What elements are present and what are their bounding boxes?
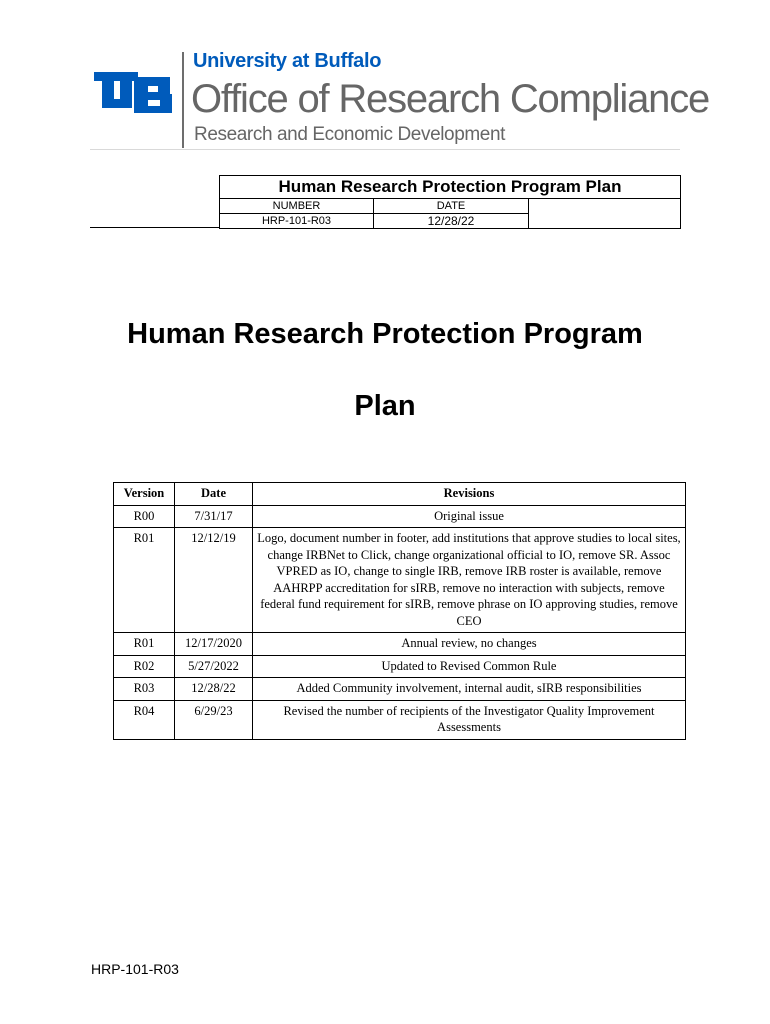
revisions-cell: Added Community involvement, internal audit, sIRB responsibilities xyxy=(253,678,686,701)
version-cell: R04 xyxy=(114,700,175,739)
header-empty-cell xyxy=(529,199,681,229)
document-date: 12/28/22 xyxy=(374,214,529,229)
version-cell: R02 xyxy=(114,655,175,678)
version-cell: R03 xyxy=(114,678,175,701)
revision-history-table xyxy=(113,482,686,740)
logo-divider xyxy=(182,52,184,148)
footer-document-number: HRP-101-R03 xyxy=(91,961,179,977)
document-header-table xyxy=(219,175,681,229)
date-label: DATE xyxy=(374,199,529,214)
ub-logo-icon xyxy=(94,72,176,118)
ub-logo-banner xyxy=(90,44,710,150)
office-name: Office of Research Compliance xyxy=(191,77,710,121)
header-rule xyxy=(90,227,220,228)
table-row xyxy=(114,678,686,701)
revisions-cell: Annual review, no changes xyxy=(253,633,686,656)
logo-underline xyxy=(90,149,680,150)
table-row xyxy=(114,655,686,678)
date-cell: 12/12/19 xyxy=(175,528,253,633)
header-title: Human Research Protection Program Plan xyxy=(220,176,681,199)
table-row xyxy=(114,505,686,528)
date-cell: 12/17/2020 xyxy=(175,633,253,656)
table-row xyxy=(114,528,686,633)
number-label: NUMBER xyxy=(220,199,374,214)
column-header-date: Date xyxy=(175,483,253,506)
division-name: Research and Economic Development xyxy=(194,124,506,145)
date-cell: 7/31/17 xyxy=(175,505,253,528)
university-name: University at Buffalo xyxy=(193,50,382,72)
date-cell: 6/29/23 xyxy=(175,700,253,739)
version-cell: R00 xyxy=(114,505,175,528)
revisions-cell: Original issue xyxy=(253,505,686,528)
document-number: HRP-101-R03 xyxy=(220,214,374,229)
revisions-cell: Logo, document number in footer, add institutions that approve studies to local sites, change IRBNet to Click, change organizational official to IO, remove SR. Assoc VPRED as IO, change to single IRB, remove IRB roster is available, remove AAHRPP accreditation for sIRB, remove no interaction with subjects, remove federal fund requirement for sIRB, remove phrase on IO approving studies, remove CEO xyxy=(253,528,686,633)
column-header-revisions: Revisions xyxy=(253,483,686,506)
table-row xyxy=(114,700,686,739)
date-cell: 12/28/22 xyxy=(175,678,253,701)
column-header-version: Version xyxy=(114,483,175,506)
date-cell: 5/27/2022 xyxy=(175,655,253,678)
document-title: Human Research Protection Program xyxy=(127,318,643,350)
version-cell: R01 xyxy=(114,528,175,633)
revisions-cell: Revised the number of recipients of the Investigator Quality Improvement Assessments xyxy=(253,700,686,739)
version-cell: R01 xyxy=(114,633,175,656)
document-title-continued: Plan xyxy=(354,390,416,422)
table-row xyxy=(114,633,686,656)
revisions-cell: Updated to Revised Common Rule xyxy=(253,655,686,678)
